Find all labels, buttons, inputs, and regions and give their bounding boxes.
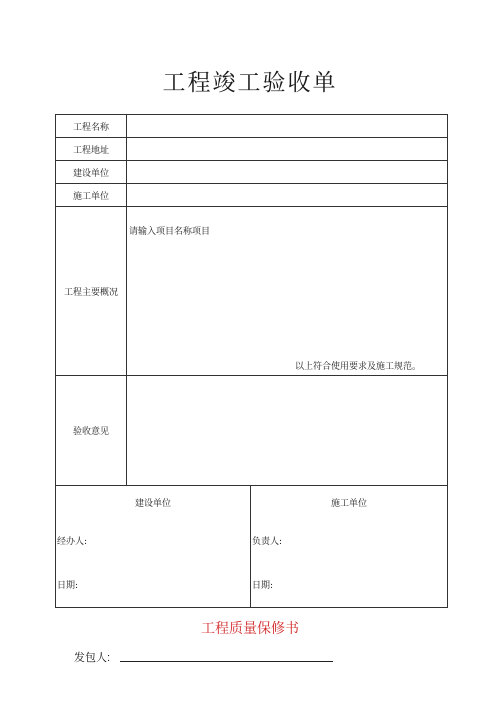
builder-unit-signature-header: 施工单位 xyxy=(330,499,367,509)
acceptance-form-table xyxy=(55,114,448,608)
builder-unit-label: 施工单位 xyxy=(56,184,127,207)
builder-unit-row xyxy=(56,184,448,207)
page-title: 工程竣工验收单 xyxy=(162,70,338,96)
overview-field[interactable] xyxy=(127,207,448,376)
construction-unit-label: 建设单位 xyxy=(56,161,127,184)
contractor-signature-line[interactable] xyxy=(120,661,333,662)
construction-unit-field[interactable] xyxy=(127,161,448,184)
project-name-row xyxy=(56,115,448,138)
builder-unit-signature-block xyxy=(251,486,448,608)
compliance-note: 以上符合使用要求及施工规范。 xyxy=(294,362,421,372)
overview-placeholder: 请输入项目名称项目 xyxy=(129,227,211,237)
builder-unit-field[interactable] xyxy=(127,184,448,207)
project-address-field[interactable] xyxy=(127,138,448,161)
warranty-title: 工程质量保修书 xyxy=(201,620,299,636)
acceptance-opinion-field[interactable] xyxy=(127,376,448,486)
acceptance-opinion-label: 验收意见 xyxy=(56,376,127,486)
signature-row xyxy=(56,486,448,608)
construction-unit-row xyxy=(56,161,448,184)
handler-label: 经办人: xyxy=(57,537,88,547)
project-name-field[interactable] xyxy=(127,115,448,138)
construction-unit-date-label: 日期: xyxy=(57,581,79,591)
project-name-label: 工程名称 xyxy=(56,115,127,138)
overview-label: 工程主要概况 xyxy=(56,207,127,376)
construction-unit-signature-header: 建设单位 xyxy=(134,499,171,509)
project-address-label: 工程地址 xyxy=(56,138,127,161)
overview-row xyxy=(56,207,448,376)
builder-unit-date-label: 日期: xyxy=(252,581,274,591)
project-address-row xyxy=(56,138,448,161)
responsible-person-label: 负责人: xyxy=(252,537,283,547)
acceptance-opinion-row xyxy=(56,376,448,486)
construction-unit-signature-block xyxy=(56,486,251,608)
contractor-label: 发包人: xyxy=(74,652,111,664)
